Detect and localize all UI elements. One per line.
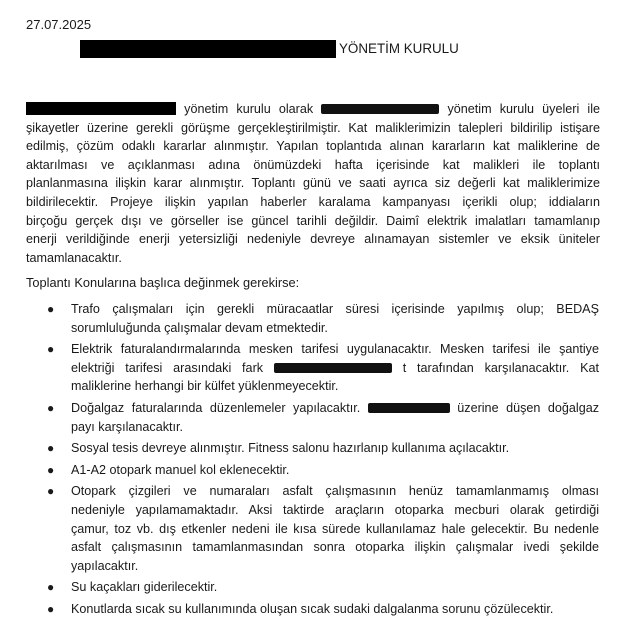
list-item <box>0 482 641 575</box>
intro-line <box>26 100 600 119</box>
bullet-line: asfalt çalışmasının tamamlanmasından sonra otoparka ilişkin çalışmalar ivedi şekilde <box>71 540 599 555</box>
topics-list <box>0 300 641 622</box>
bullet-line: Otopark çizgileri ve numaraları asfalt çalışmasının henüz tamamlanmamış olması <box>71 484 599 499</box>
bullet-line: nedeniyle yapılamamaktadır. Aksi taktirde araçların otoparka mecburi olarak getirdiği <box>71 502 599 517</box>
bullet-fragment: elektriği tarifesi arasındaki fark <box>71 360 264 375</box>
redaction-scribble <box>321 104 439 114</box>
bullet-line: payı karşılanacaktır. <box>71 419 183 434</box>
bullet-icon: ● <box>47 601 55 616</box>
intro-line: bildirilecektir. Projeye ilişkin yapılan haberler karalama kampanyası içerikli olup; iddiaların <box>26 194 600 209</box>
bullet-icon: ● <box>47 484 55 499</box>
bullet-line: sorumluluğunda çalışmalar devam etmektedir. <box>71 320 328 335</box>
bullet-line: A1-A2 otopark manuel kol eklenecektir. <box>71 462 290 477</box>
bullet-fragment: üzerine düşen doğalgaz <box>457 400 600 415</box>
intro-line: edilmiş, çözüm odaklı kararlar alınmıştır. Yapılan toplantıda alınan kararların kat maliklerine de <box>26 139 600 154</box>
document-title-row <box>80 40 459 59</box>
intro-fragment: yönetim kurulu olarak <box>184 102 314 116</box>
bullet-icon: ● <box>47 441 55 456</box>
list-item <box>0 461 641 480</box>
bullet-line <box>71 399 599 418</box>
intro-line: tamamlanacaktır. <box>26 250 122 265</box>
bullet-line: Elektrik faturalandırmalarında mesken tarifesi uygulanacaktır. Mesken tarifesi ile şantiye <box>71 342 599 357</box>
topics-heading: Toplantı Konularına başlıca değinmek gerekirse: <box>26 275 300 290</box>
bullet-line <box>71 359 599 378</box>
redaction-bar <box>26 102 176 115</box>
intro-line: şikayetler üzerine gerekli görüşme gerçekleştirilmiştir. Kat maliklerimizin talepleri bildirilip istişare <box>26 120 600 135</box>
intro-line: planlanmasına ilişkin karar alınmıştır. Toplantı günü ve saati ayrıca siz değerli kat maliklerimize <box>26 176 600 191</box>
bullet-fragment: t tarafından karşılanacaktır. Kat <box>402 360 599 375</box>
bullet-line: Sosyal tesis devreye alınmıştır. Fitness salonu hazırlanıp kullanıma açılacaktır. <box>71 441 510 456</box>
bullet-icon: ● <box>47 580 55 595</box>
intro-fragment: yönetim kurulu üyeleri ile <box>447 102 601 116</box>
bullet-icon: ● <box>47 302 55 316</box>
bullet-line: Trafo çalışmaları için gerekli müracaatlar süresi içerisinde yapılmış olup; BEDAŞ <box>71 302 599 316</box>
redaction-scribble <box>368 403 450 413</box>
bullet-icon: ● <box>47 400 55 415</box>
bullet-icon: ● <box>47 342 55 357</box>
list-item <box>0 600 641 619</box>
redaction-scribble <box>274 363 392 373</box>
bullet-line: Konutlarda sıcak su kullanımında oluşan sıcak sudaki dalgalanma sorunu çözülecektir. <box>71 601 554 616</box>
intro-line: enerji verildiğinde enerji yetersizliği nedeniyle devreye alınamayan sistemler ve eksik üniteler <box>26 232 600 247</box>
redaction-bar <box>80 40 336 58</box>
bullet-line: yapılacaktır. <box>71 558 139 573</box>
bullet-line: maliklerine herhangi bir külfet yüklenmeyecektir. <box>71 379 339 394</box>
intro-paragraph <box>26 100 600 267</box>
bullet-icon: ● <box>47 462 55 477</box>
intro-line: birçoğu gerçek dışı ve görseller ise güncel tarihli değildir. Daimî elektrik imalatları tamamlanıp <box>26 213 600 228</box>
bullet-fragment: Doğalgaz faturalarında düzenlemeler yapılacaktır. <box>71 400 361 415</box>
bullet-line: çamur, toz vb. dış etkenler nedeni ile kısa sürede kullanılamaz hale gelecektir. Bu nedenle <box>71 521 599 536</box>
document-title: YÖNETİM KURULU <box>339 41 459 56</box>
bullet-line: Su kaçakları giderilecektir. <box>71 580 218 595</box>
list-item <box>0 578 641 597</box>
list-item <box>0 340 641 396</box>
list-item <box>0 439 641 458</box>
document-date: 27.07.2025 <box>26 17 92 32</box>
list-item <box>0 399 641 436</box>
intro-line: aktarılması ve açıklanması adına önümüzdeki hafta içerisinde kat malikleri ile toplantı <box>26 157 600 172</box>
list-item <box>0 300 641 337</box>
